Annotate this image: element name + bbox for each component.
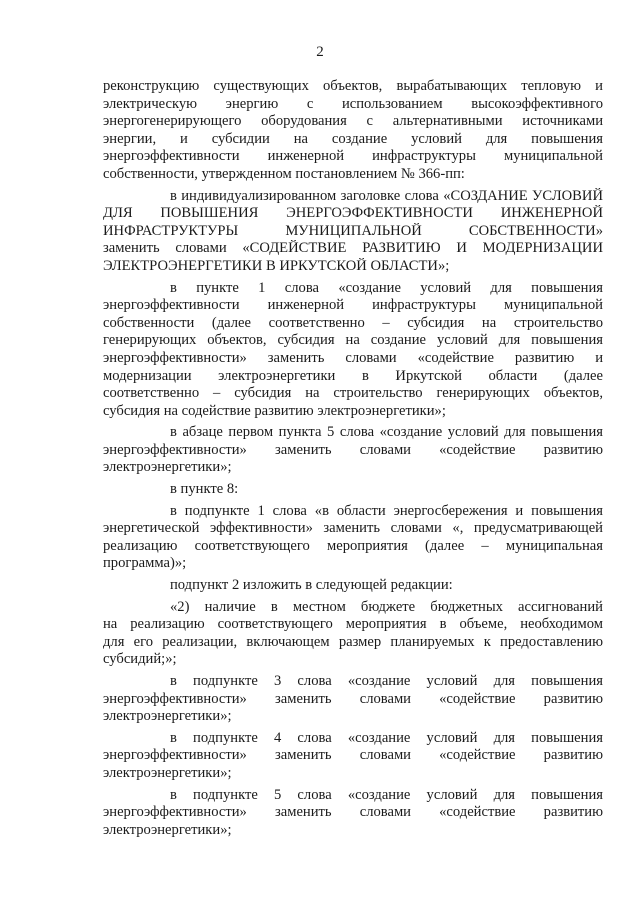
paragraph-line: соответственно – субсидия на строительство генерирующих объектов, [103, 385, 603, 402]
paragraph-10 [103, 730, 603, 783]
paragraph-line: в подпункте 1 слова «в области энергосбережения и повышения [170, 502, 603, 519]
paragraph-line: субсидия на содействие развитию электроэнергетики»; [103, 402, 446, 419]
paragraph-1 [103, 78, 603, 184]
paragraph-line: электрическую энергию с использованием высокоэффективного [103, 95, 603, 112]
paragraph-line: ЭЛЕКТРОЭНЕРГЕТИКИ В ИРКУТСКОЙ ОБЛАСТИ»; [103, 257, 450, 274]
paragraph-line: электроэнергетики»; [103, 459, 232, 476]
paragraph-line: энергетической эффективности» заменить словами «, предусматривающей [103, 520, 603, 537]
paragraph-11 [103, 787, 603, 840]
paragraph-line: в пункте 8: [170, 481, 239, 498]
paragraph-line: энергогенерирующего оборудования с альтернативными источниками [103, 113, 603, 130]
paragraph-7 [103, 577, 603, 595]
paragraph-9 [103, 673, 603, 726]
paragraph-line: ИНФРАСТРУКТУРЫ МУНИЦИПАЛЬНОЙ СОБСТВЕННОСТИ» [103, 222, 603, 239]
paragraph-line: на реализацию соответствующего мероприятия в объеме, необходимом [103, 616, 603, 633]
paragraph-line: в подпункте 5 слова «создание условий для повышения [170, 786, 603, 803]
paragraph-line: электроэнергетики»; [103, 821, 232, 838]
paragraph-line: заменить словами «СОДЕЙСТВИЕ РАЗВИТИЮ И МОДЕРНИЗАЦИИ [103, 240, 603, 257]
paragraph-line: энергии, и субсидии на создание условий для повышения [103, 130, 603, 147]
paragraph-line: энергоэффективности» заменить словами «содействие развитию [103, 690, 603, 707]
paragraph-line: генерирующих объектов, субсидия на создание условий для повышения [103, 332, 603, 349]
paragraph-6 [103, 503, 603, 573]
paragraph-line: электроэнергетики»; [103, 764, 232, 781]
page-number: 2 [316, 44, 324, 60]
paragraph-line: подпункт 2 изложить в следующей редакции: [170, 577, 453, 594]
paragraph-line: электроэнергетики»; [103, 708, 232, 725]
paragraph-line: в индивидуализированном заголовке слова «СОЗДАНИЕ УСЛОВИЙ [170, 187, 603, 204]
paragraph-line: энергоэффективности» заменить словами «содействие развитию и [103, 349, 603, 366]
paragraph-line: для его реализации, включающем размер планируемых к предоставлению [103, 633, 603, 650]
paragraph-3 [103, 280, 603, 421]
paragraph-line: «2) наличие в местном бюджете бюджетных ассигнований [170, 598, 603, 615]
paragraph-line: энергоэффективности» заменить словами «содействие развитию [103, 441, 603, 458]
paragraph-line: в абзаце первом пункта 5 слова «создание условий для повышения [170, 424, 603, 441]
document-body [103, 78, 603, 839]
paragraph-line: собственности (далее соответственно – субсидия на строительство [103, 314, 603, 331]
paragraph-line: в подпункте 3 слова «создание условий для повышения [170, 673, 603, 689]
paragraph-line: программа)»; [103, 555, 187, 572]
paragraph-line: энергоэффективности» заменить словами «содействие развитию [103, 747, 603, 764]
paragraph-line: ДЛЯ ПОВЫШЕНИЯ ЭНЕРГОЭФФЕКТИВНОСТИ ИНЖЕНЕРНОЙ [103, 205, 603, 222]
paragraph-line: модернизации электроэнергетики в Иркутской области (далее [103, 367, 603, 384]
paragraph-5 [103, 481, 603, 499]
paragraph-line: в пункте 1 слова «создание условий для повышения [170, 279, 603, 296]
paragraph-line: энергоэффективности инженерной инфраструктуры муниципальной [103, 297, 603, 314]
paragraph-line: реализацию соответствующего мероприятия (далее – муниципальная [103, 537, 603, 554]
paragraph-line: энергоэффективности инженерной инфраструктуры муниципальной [103, 148, 603, 165]
paragraph-8 [103, 599, 603, 669]
paragraph-2 [103, 188, 603, 276]
paragraph-line: реконструкцию существующих объектов, вырабатывающих тепловую и [103, 78, 603, 94]
paragraph-line: субсидий;»; [103, 651, 177, 668]
paragraph-line: в подпункте 4 слова «создание условий для повышения [170, 729, 603, 746]
paragraph-4 [103, 424, 603, 477]
paragraph-line: энергоэффективности» заменить словами «содействие развитию [103, 804, 603, 821]
paragraph-line: собственности, утвержденном постановлением № 366-пп: [103, 165, 465, 182]
